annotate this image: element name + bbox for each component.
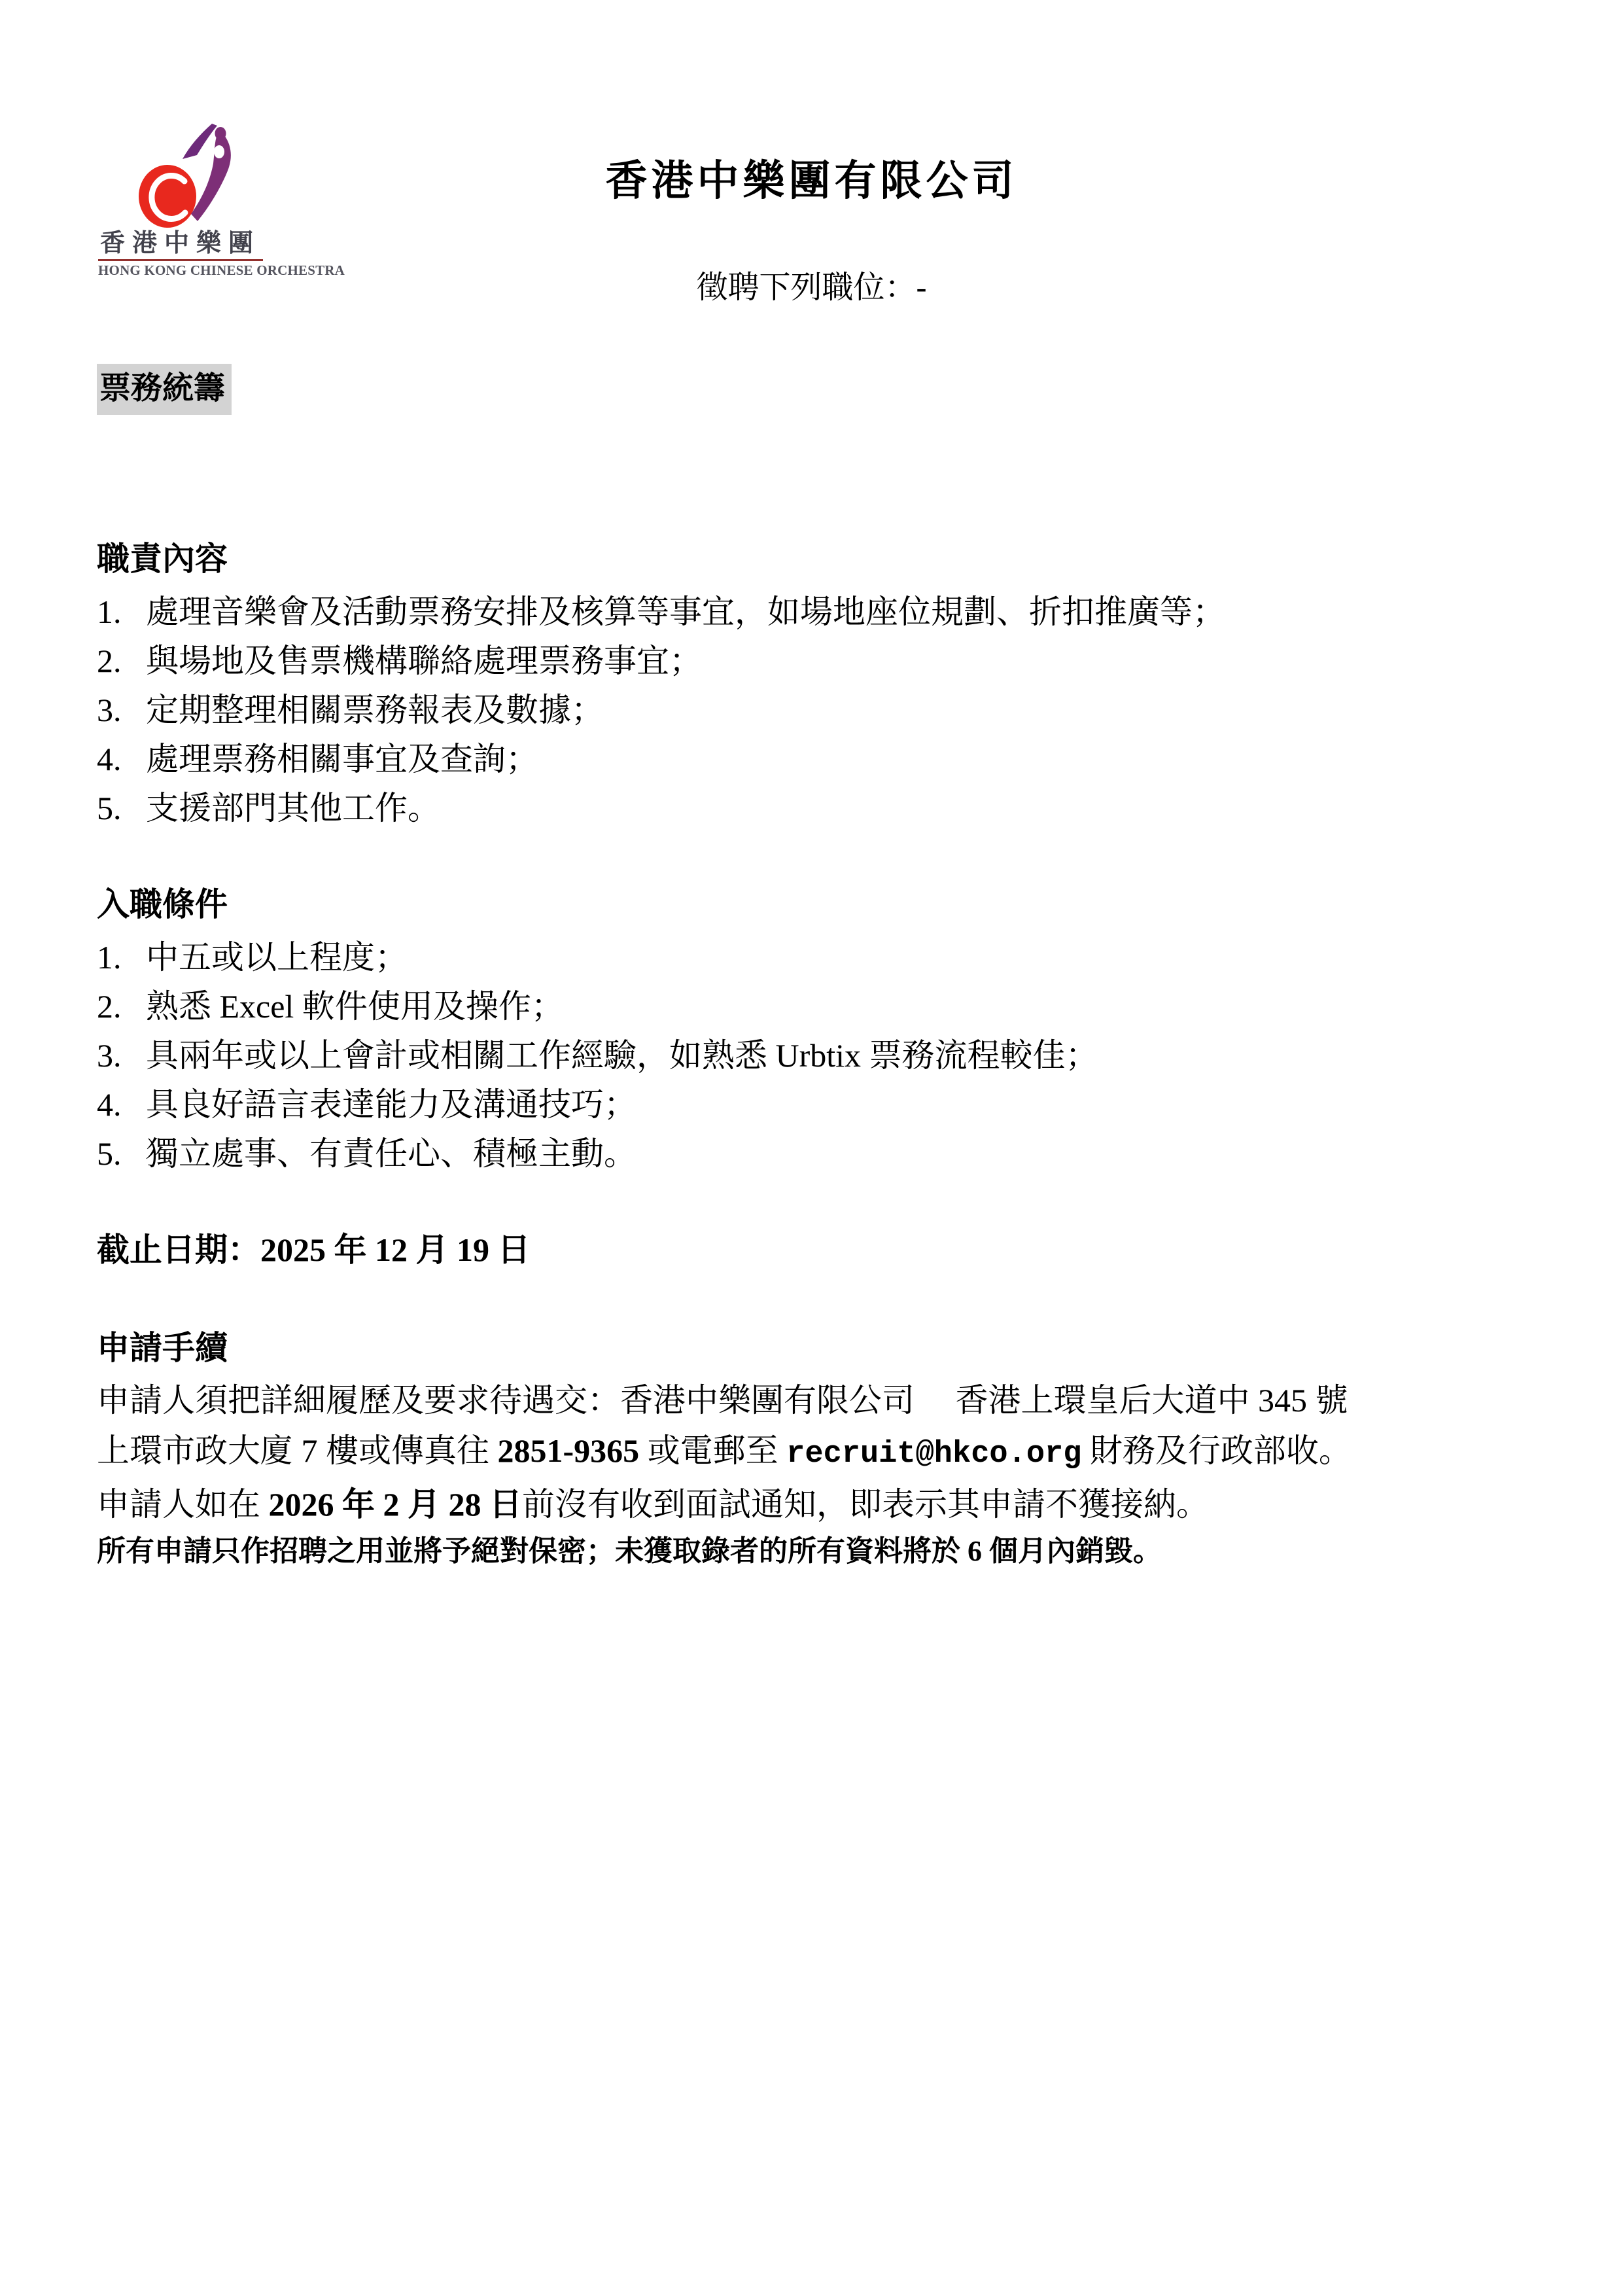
- list-item-number: 4.: [97, 1086, 122, 1123]
- list-item-text: 具兩年或以上會計或相關工作經驗，如熟悉 Urbtix 票務流程較佳；: [146, 1037, 1098, 1074]
- application-line-1: [97, 1375, 1526, 1426]
- list-item-text: 支援部門其他工作。: [146, 790, 440, 826]
- recruit-email: recruit@hkco.org: [786, 1437, 1082, 1472]
- logo-figure-arm: [183, 124, 217, 159]
- list-item: [97, 933, 1526, 982]
- application-heading: 申請手續: [97, 1330, 228, 1366]
- list-item-number: 4.: [97, 741, 122, 777]
- privacy-note: 所有申請只作招聘之用並將予絕對保密；未獲取錄者的所有資料將於 6 個月內銷毀。: [97, 1535, 1162, 1567]
- responsibilities-heading: 職責內容: [97, 540, 228, 577]
- application-section: [97, 1327, 1526, 1573]
- requirements-heading: 入職條件: [97, 886, 228, 923]
- logo-english-name: HONG KONG CHINESE ORCHESTRA: [98, 262, 345, 278]
- requirements-list: [97, 933, 1526, 1178]
- list-item: [97, 1031, 1526, 1080]
- list-item-number: 3.: [97, 692, 122, 728]
- application-line-3: [97, 1479, 1526, 1530]
- job-title-highlight: 票務統籌: [97, 364, 232, 415]
- application-line2-mid: 或電郵至: [639, 1432, 787, 1469]
- list-item-text: 定期整理相關票務報表及數據；: [146, 692, 604, 728]
- job-title-row: [97, 364, 232, 415]
- application-line3-pre: 申請人如在: [97, 1486, 269, 1523]
- list-item-number: 1.: [97, 593, 122, 630]
- deadline-line: 截止日期：2025 年 12 月 19 日: [97, 1231, 531, 1268]
- responsibilities-section: [97, 538, 1526, 833]
- list-item: [97, 686, 1526, 735]
- list-item-number: 5.: [97, 790, 122, 826]
- application-line2-post: 財務及行政部收。: [1081, 1432, 1352, 1469]
- logo-underline: [98, 259, 263, 261]
- requirements-section: [97, 883, 1526, 1178]
- list-item-text: 獨立處事、有責任心、積極主動。: [146, 1135, 637, 1172]
- list-item-text: 處理票務相關事宜及查詢；: [146, 741, 538, 777]
- application-line1-text: 申請人須把詳細履歷及要求待遇交：香港中樂團有限公司 香港上環皇后大道中 345 號: [97, 1382, 1348, 1419]
- list-item: [97, 735, 1526, 784]
- list-item-number: 1.: [97, 939, 122, 976]
- list-item-number: 3.: [97, 1037, 122, 1074]
- application-paragraph: [97, 1375, 1526, 1530]
- list-item-text: 處理音樂會及活動票務安排及核算等事宜，如場地座位規劃、折扣推廣等；: [146, 593, 1225, 630]
- list-item: [97, 982, 1526, 1031]
- list-item-number: 2.: [97, 643, 122, 679]
- application-line2-pre: 上環市政大廈 7 樓或傳真往: [97, 1432, 498, 1469]
- list-item: [97, 588, 1526, 637]
- list-item: [97, 1129, 1526, 1178]
- list-item: [97, 784, 1526, 833]
- application-line-2: [97, 1426, 1526, 1479]
- list-item: [97, 1080, 1526, 1129]
- responsibilities-list: [97, 588, 1526, 833]
- list-item-text: 熟悉 Excel 軟件使用及操作；: [146, 988, 564, 1025]
- list-item: [97, 637, 1526, 686]
- list-item-text: 與場地及售票機構聯絡處理票務事宜；: [146, 643, 702, 679]
- recruiting-line: 徵聘下列職位：-: [696, 270, 927, 305]
- logo-chinese-name: 香港中樂團: [100, 230, 261, 257]
- company-title: 香港中樂團有限公司: [605, 158, 1018, 204]
- list-item-number: 5.: [97, 1135, 122, 1172]
- list-item-text: 具良好語言表達能力及溝通技巧；: [146, 1086, 637, 1123]
- list-item-number: 2.: [97, 988, 122, 1025]
- reply-deadline-date: 2026 年 2 月 28 日: [268, 1486, 522, 1523]
- fax-number: 2851-9365: [497, 1432, 640, 1469]
- application-line3-post: 前沒有收到面試通知，即表示其申請不獲接納。: [522, 1486, 1209, 1523]
- list-item-text: 中五或以上程度；: [146, 939, 408, 976]
